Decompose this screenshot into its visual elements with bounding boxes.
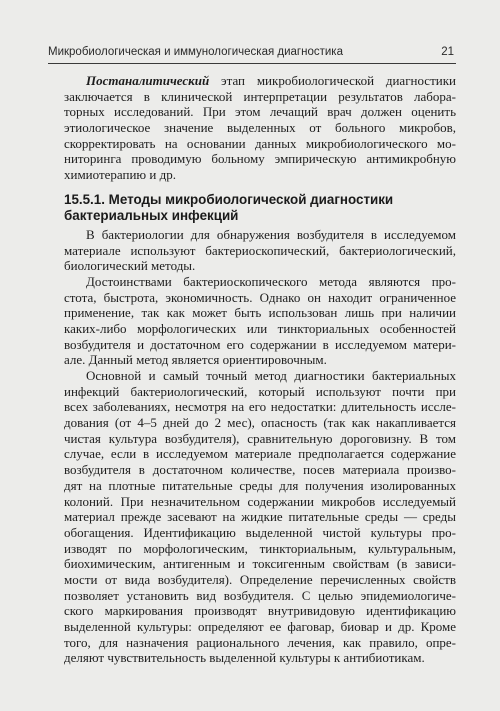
paragraph-line: позволяет установить вид возбудителя. С целью эпидемиологиче- — [64, 587, 456, 603]
paragraph-line: деляют чувствительность выделенной культуры к антибиотикам. — [64, 650, 425, 666]
paragraph-line: Основной и самый точный метод диагностики бактериальных — [86, 368, 456, 383]
running-title: Микробиологическая и иммунологическая диагностика — [48, 46, 343, 58]
paragraph-line: того, для назначения рационального лечения, как правило, опре- — [64, 634, 456, 650]
section-heading-line: 15.5.1. Методы микробиологической диагностики — [64, 192, 394, 207]
paragraph-line: биохимическим, антигенным и токсигенным свойствам (в зависи- — [64, 556, 456, 572]
paragraph-line: возбудителя в достаточном количестве, посев материала произво- — [64, 462, 456, 478]
body-paragraph-2 — [64, 274, 456, 368]
running-header — [48, 45, 456, 64]
paragraph-line: мости от вида возбудителя). Определение перечисленных свойств — [64, 571, 456, 587]
paragraph-line: биологический методы. — [64, 258, 196, 274]
paragraph-line: чистая культура возбудителя), сравнительную дороговизну. В том — [64, 430, 456, 446]
intro-paragraph — [64, 73, 456, 183]
body-paragraph-1 — [64, 227, 456, 274]
intro-line-1: Постаналитический этап микробиологической диагностики — [86, 73, 456, 88]
page-number: 21 — [441, 46, 454, 58]
paragraph-line: ского маркирования производят внутривидовую идентификацию — [64, 603, 456, 619]
paragraph-line: стота, быстрота, экономичность. Однако он находит ограниченное — [64, 289, 456, 305]
paragraph-line: всех заболеваниях, несмотря на его недостатки: длительность иссле- — [64, 399, 456, 415]
intro-line: скорректировать на основании данных микробиологического мо- — [64, 135, 456, 151]
paragraph-line: материале используют бактериоскопический, бактериологический, — [64, 242, 456, 258]
paragraph-line: дования (от 4–5 дней до 2 мес), опасность (так как накапливается — [64, 415, 456, 431]
intro-line: этиологическое значение выделенных от больного микробов, — [64, 120, 456, 136]
body-paragraph-3 — [64, 368, 456, 666]
intro-line: торных исследований. При этом лечащий врач должен оценить — [64, 104, 456, 120]
paragraph-line: выделенной культуры: определяют ее фаговар, биовар и др. Кроме — [64, 619, 456, 634]
paragraph-line: але. Данный метод является ориентировочным. — [64, 352, 327, 368]
paragraph-line: колоний. При незначительном содержании микробов исследуемый — [64, 493, 456, 509]
intro-line: ниторинга проводимую больному эмпирическую антимикробную — [64, 151, 456, 167]
section-heading — [64, 192, 456, 224]
paragraph-line: применение, так как может быть использован лишь при наличии — [64, 305, 456, 321]
paragraph-line: каких-либо морфологических или тинкториальных особенностей — [64, 321, 456, 337]
paragraph-line: инфекций бактериологический, который используют почти при — [64, 383, 456, 399]
paragraph-line: обогащения. Идентификацию выделенной чистой культуры про- — [64, 524, 456, 540]
paragraph-line: случае, если в исследуемом материале предполагается содержание — [64, 446, 456, 462]
paragraph-line: изводят по морфологическим, тинкториальным, культуральным, — [64, 540, 456, 556]
lead-term: Постаналитический — [86, 73, 210, 88]
intro-line: заключается в клинической интерпретации результатов лабора- — [64, 88, 456, 104]
paragraph-line: Достоинствами бактериоскопического метода являются про- — [86, 274, 456, 289]
paragraph-line: дят на плотные питательные среды для получения изолированных — [64, 477, 456, 493]
paragraph-line: В бактериологии для обнаружения возбудителя в исследуемом — [86, 227, 456, 242]
paragraph-line: возбудителя и достаточном его содержании в исследуемом матери- — [64, 336, 456, 352]
intro-line: химиотерапию и др. — [64, 167, 176, 183]
section-heading-line: бактериальных инфекций — [64, 208, 239, 223]
paragraph-line: материал прежде засевают на жидкие питательные среды — среды — [64, 509, 456, 525]
